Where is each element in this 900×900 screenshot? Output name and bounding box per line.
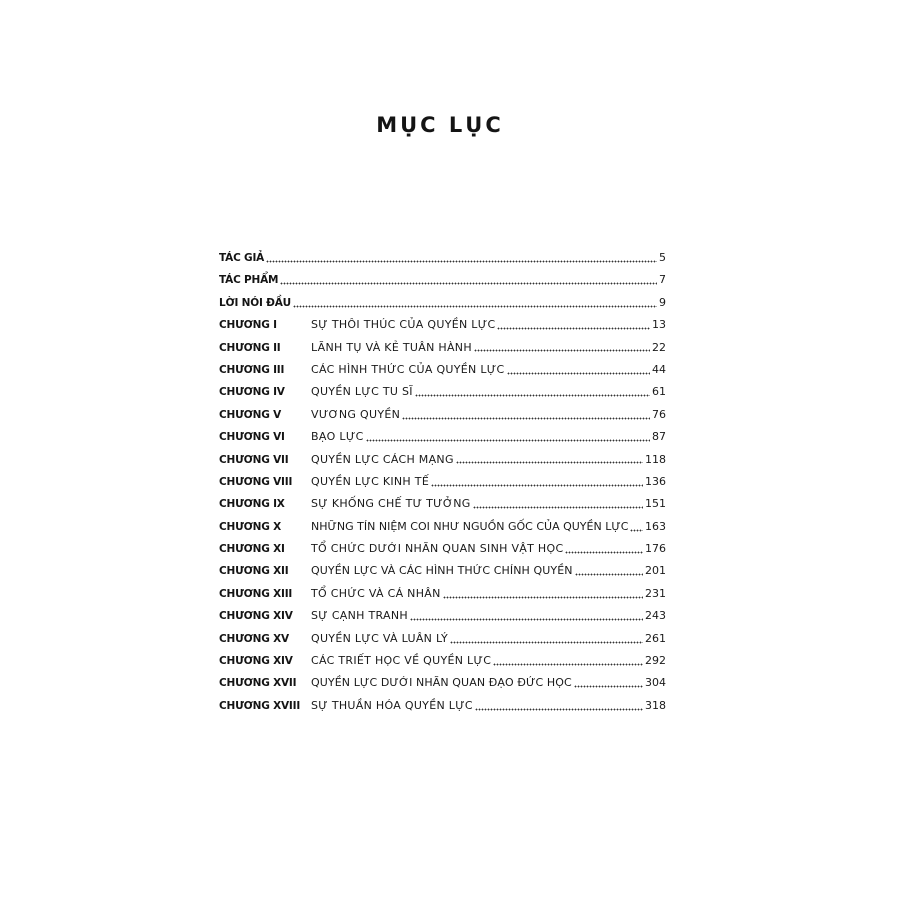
- dot-leader: [402, 416, 650, 420]
- chapter-title: SỰ THUẦN HÓA QUYỀN LỰC: [311, 698, 473, 712]
- chapter-title: CÁC HÌNH THỨC CỦA QUYỀN LỰC: [311, 362, 505, 376]
- toc-page-number: 118: [645, 452, 666, 466]
- chapter-title: QUYỀN LỰC KINH TẾ: [311, 474, 430, 488]
- chapter-number: CHƯƠNG XIII: [219, 587, 293, 600]
- dot-leader: [497, 327, 650, 331]
- dot-leader: [507, 371, 650, 375]
- chapter-title: QUYỀN LỰC VÀ LUÂN LÝ: [311, 631, 448, 645]
- chapter-number: CHƯƠNG XIV: [219, 655, 293, 668]
- toc-entry-chapter: [219, 560, 666, 582]
- dot-leader: [415, 394, 650, 398]
- chapter-title: BẠO LỰC: [311, 430, 364, 444]
- chapter-title: SỰ THÔI THÚC CỦA QUYỀN LỰC: [311, 318, 496, 332]
- toc-page-number: 136: [645, 474, 666, 488]
- dot-leader: [410, 618, 643, 622]
- dot-leader: [475, 707, 643, 711]
- dot-leader: [473, 506, 643, 510]
- toc-entry-chapter: [219, 628, 666, 650]
- chapter-number: CHƯƠNG II: [219, 341, 281, 354]
- chapter-number: CHƯƠNG IX: [219, 498, 285, 511]
- toc-page-number: 9: [659, 295, 666, 309]
- toc-entry-chapter: [219, 337, 666, 359]
- chapter-number: CHƯƠNG XII: [219, 565, 289, 578]
- chapter-title: QUYỀN LỰC VÀ CÁC HÌNH THỨC CHÍNH QUYỀN: [311, 564, 573, 578]
- toc-page-number: 87: [652, 430, 666, 444]
- toc-page-number: 201: [645, 564, 666, 578]
- toc-page-number: 292: [645, 654, 666, 668]
- chapter-title: QUYỀN LỰC CÁCH MẠNG: [311, 452, 454, 466]
- chapter-number: CHƯƠNG VIII: [219, 475, 293, 488]
- toc-entry-chapter: [219, 493, 666, 515]
- chapter-title: SỰ KHỐNG CHẾ TƯ TƯỞNG: [311, 497, 471, 511]
- toc-entry-label: TÁC GIẢ: [219, 252, 265, 264]
- dot-leader: [443, 595, 643, 599]
- toc-page-number: 151: [645, 497, 666, 511]
- chapter-number: CHƯƠNG XVII: [219, 677, 297, 690]
- toc-entry-chapter: [219, 695, 666, 717]
- chapter-number: CHƯƠNG X: [219, 520, 281, 533]
- toc-entry-chapter: [219, 672, 666, 694]
- chapter-number: CHƯƠNG XI: [219, 543, 285, 556]
- chapter-title: QUYỀN LỰC TU SĨ: [311, 385, 413, 399]
- toc-entry-label: TÁC PHẨM: [219, 274, 279, 287]
- dot-leader: [574, 685, 643, 689]
- chapter-title: CÁC TRIẾT HỌC VỀ QUYỀN LỰC: [311, 654, 492, 668]
- toc-entry-front-matter: [219, 269, 666, 291]
- toc-entry-label: LỜI NÓI ĐẦU: [219, 296, 291, 309]
- chapter-number: CHƯƠNG XIV: [219, 610, 293, 623]
- toc-page-number: 5: [659, 251, 666, 264]
- toc-page-number: 318: [645, 698, 666, 712]
- dot-leader: [630, 528, 643, 532]
- toc-entry-chapter: [219, 516, 666, 538]
- chapter-number: CHƯƠNG I: [219, 319, 277, 332]
- page-title: MỤC LỤC: [376, 113, 504, 137]
- dot-leader: [266, 259, 657, 263]
- dot-leader: [431, 483, 643, 487]
- toc-page-number: 261: [645, 631, 666, 645]
- chapter-title: LÃNH TỤ VÀ KẺ TUÂN HÀNH: [311, 340, 472, 354]
- toc-page-number: 13: [652, 318, 666, 332]
- dot-leader: [565, 550, 643, 554]
- toc-page-number: 44: [652, 362, 666, 376]
- dot-leader: [280, 282, 657, 286]
- toc-page-number: 163: [645, 519, 666, 533]
- toc-entry-chapter: [219, 381, 666, 403]
- chapter-number: CHƯƠNG V: [219, 408, 282, 421]
- chapter-title: QUYỀN LỰC DƯỚI NHÃN QUAN ĐẠO ĐỨC HỌC: [311, 676, 572, 690]
- toc-page-number: 243: [645, 609, 666, 623]
- toc-entry-chapter: [219, 650, 666, 672]
- dot-leader: [450, 640, 643, 644]
- chapter-number: CHƯƠNG XV: [219, 632, 289, 645]
- toc-page-number: 304: [645, 676, 666, 690]
- chapter-title: TỔ CHỨC VÀ CÁ NHÂN: [311, 586, 441, 600]
- dot-leader: [366, 439, 650, 443]
- toc-entry-chapter: [219, 583, 666, 605]
- dot-leader: [456, 461, 643, 465]
- table-of-contents: [219, 247, 666, 717]
- toc-page-number: 231: [645, 586, 666, 600]
- chapter-number: CHƯƠNG VII: [219, 453, 289, 466]
- toc-entry-chapter: [219, 471, 666, 493]
- toc-entry-front-matter: [219, 292, 666, 314]
- toc-page-number: 176: [645, 542, 666, 556]
- toc-page-number: 22: [652, 340, 666, 354]
- dot-leader: [575, 573, 643, 577]
- chapter-title: TỔ CHỨC DƯỚI NHÃN QUAN SINH VẬT HỌC: [311, 542, 564, 556]
- chapter-title: NHỮNG TÍN NIỆM COI NHƯ NGUỒN GỐC CỦA QUYỀN LỰC: [311, 519, 629, 533]
- toc-entry-chapter: [219, 314, 666, 336]
- toc-entry-chapter: [219, 359, 666, 381]
- toc-entry-chapter: [219, 605, 666, 627]
- toc-entry-front-matter: [219, 247, 666, 269]
- chapter-number: CHƯƠNG III: [219, 363, 285, 376]
- toc-entry-chapter: [219, 426, 666, 448]
- chapter-number: CHƯƠNG VI: [219, 431, 285, 444]
- chapter-title: SỰ CẠNH TRANH: [311, 609, 408, 623]
- toc-page-number: 61: [652, 385, 666, 399]
- dot-leader: [293, 304, 657, 308]
- toc-entry-chapter: [219, 404, 666, 426]
- toc-entry-chapter: [219, 538, 666, 560]
- dot-leader: [493, 662, 643, 666]
- chapter-number: CHƯƠNG XVIII: [219, 699, 301, 712]
- chapter-title: VƯƠNG QUYỀN: [311, 407, 401, 421]
- toc-page-number: 76: [652, 407, 666, 421]
- toc-entry-chapter: [219, 449, 666, 471]
- dot-leader: [474, 349, 650, 353]
- chapter-number: CHƯƠNG IV: [219, 386, 285, 399]
- toc-page-number: 7: [659, 273, 666, 287]
